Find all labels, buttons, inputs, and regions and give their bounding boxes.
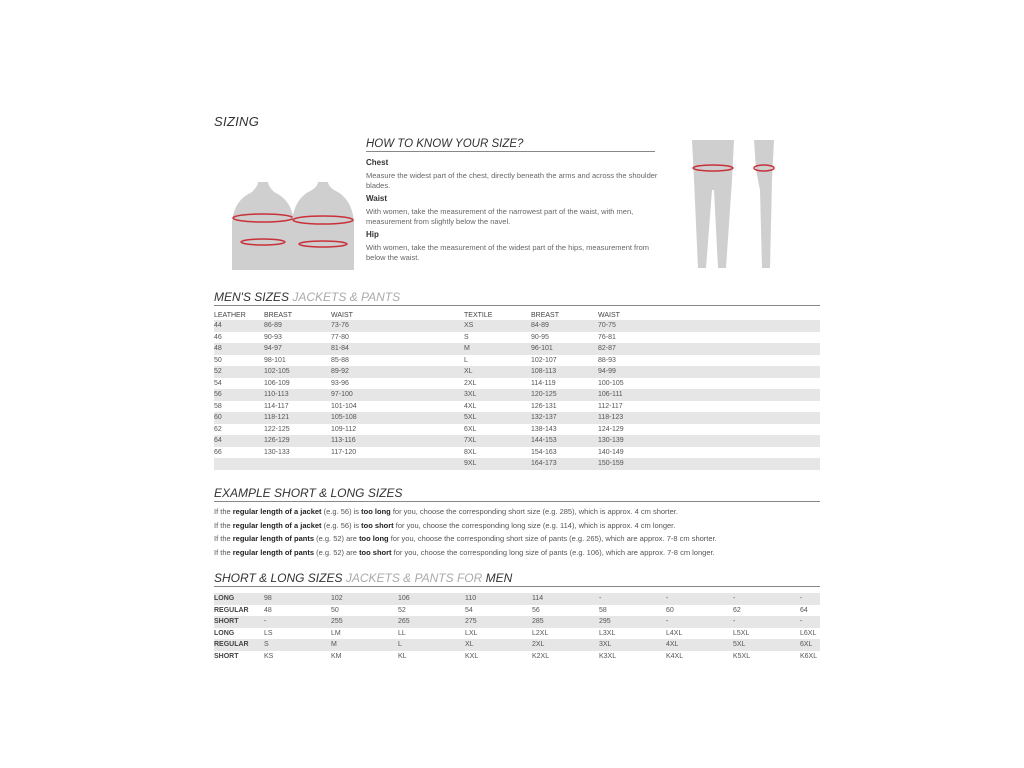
table-row bbox=[214, 355, 820, 367]
table-row bbox=[214, 447, 820, 459]
table-cell bbox=[214, 458, 264, 470]
table-row bbox=[214, 458, 820, 470]
table-cell: 76-81 bbox=[598, 333, 616, 341]
table-cell: S bbox=[264, 639, 331, 651]
table-cell: 2XL bbox=[532, 639, 599, 651]
table-row bbox=[214, 412, 820, 424]
table-cell: 54 bbox=[465, 606, 473, 614]
table-cell: 8XL bbox=[464, 448, 477, 456]
table-cell: 90-95 bbox=[531, 333, 549, 341]
table-cell: 93-96 bbox=[331, 379, 349, 387]
table-cell: 58 bbox=[214, 402, 222, 410]
how-to-title: HOW TO KNOW YOUR SIZE? bbox=[366, 138, 655, 152]
table-cell: 126-131 bbox=[531, 402, 557, 410]
table-cell: 120-125 bbox=[531, 389, 598, 401]
example-text: for you, choose the corresponding long size of pants (e.g. 106), which are approx. 7-8 cm longer. bbox=[391, 547, 715, 557]
table-cell: 2XL bbox=[464, 379, 477, 387]
table-cell: 48 bbox=[214, 343, 264, 355]
chest-label: Chest bbox=[366, 158, 389, 167]
table-row bbox=[214, 435, 820, 447]
table-cell: 84-89 bbox=[531, 320, 598, 332]
emphasis-text: regular length of pants bbox=[232, 547, 315, 557]
example-text: for you, choose the corresponding short size of pants (e.g. 265), which are approx. 7-8 cm shorter. bbox=[388, 534, 717, 543]
table-cell: 150-159 bbox=[598, 458, 820, 470]
table-cell: LXL bbox=[465, 629, 478, 637]
table-cell: 64 bbox=[800, 606, 808, 614]
leg-illustrations bbox=[686, 140, 781, 272]
table-cell: 60 bbox=[666, 606, 674, 614]
table-cell: K3XL bbox=[599, 652, 617, 660]
table-cell: 56 bbox=[532, 606, 540, 614]
table-cell: 56 bbox=[214, 389, 264, 401]
table-cell: L4XL bbox=[666, 629, 683, 637]
table-row bbox=[214, 605, 820, 617]
table-cell bbox=[264, 458, 331, 470]
waist-text: With women, take the measurement of the narrowest part of the waist, with men, measurement from slightly below the navel. bbox=[366, 207, 634, 226]
table-cell: 88-93 bbox=[598, 356, 616, 364]
table-cell: 5XL bbox=[733, 639, 800, 651]
table-cell: 154-163 bbox=[531, 448, 557, 456]
example-text: for you, choose the corresponding long size (e.g. 114), which is approx. 4 cm longer. bbox=[393, 520, 676, 530]
table-row bbox=[214, 389, 820, 401]
emphasis-text: regular length of a jacket bbox=[232, 507, 322, 516]
table-cell: 140-149 bbox=[598, 448, 624, 456]
table-cell bbox=[331, 458, 464, 470]
mens-header-row bbox=[214, 310, 820, 320]
table-cell: K4XL bbox=[666, 652, 684, 660]
table-cell: 109-112 bbox=[331, 425, 357, 433]
torso-illustrations bbox=[212, 182, 357, 272]
table-cell: 46 bbox=[214, 333, 222, 341]
table-cell: 124-129 bbox=[598, 425, 624, 433]
table-cell: 50 bbox=[214, 356, 222, 364]
table-cell: 106-111 bbox=[598, 389, 820, 401]
table-cell: 117-120 bbox=[331, 448, 357, 456]
chest-text: Measure the widest part of the chest, directly beneath the arms and across the shoulder blades. bbox=[366, 171, 658, 190]
table-row bbox=[214, 343, 820, 355]
table-cell: 113-116 bbox=[331, 435, 464, 447]
table-cell: 114 bbox=[532, 593, 599, 605]
table-cell: LM bbox=[331, 629, 341, 637]
table-cell: 62 bbox=[214, 425, 222, 433]
table-cell: 77-80 bbox=[331, 333, 349, 341]
table-cell: 54 bbox=[214, 379, 222, 387]
table-cell: 4XL bbox=[666, 639, 733, 651]
example-text: (e.g. 56) is bbox=[321, 507, 362, 516]
leather-header: LEATHER bbox=[214, 311, 246, 319]
emphasis-text: too long bbox=[359, 534, 389, 543]
table-cell: K6XL bbox=[800, 652, 818, 660]
table-cell: L6XL bbox=[800, 629, 817, 637]
table-cell: 6XL bbox=[800, 639, 820, 651]
row-label: REGULAR bbox=[214, 639, 264, 651]
table-cell: 98 bbox=[264, 593, 331, 605]
table-cell: 86-89 bbox=[264, 320, 331, 332]
mens-title-sub: JACKETS & PANTS bbox=[292, 290, 401, 304]
table-cell: KM bbox=[331, 652, 342, 660]
emphasis-text: too short bbox=[359, 547, 392, 557]
row-label: REGULAR bbox=[214, 606, 249, 614]
textile-header: TEXTILE bbox=[464, 311, 493, 319]
example-line bbox=[214, 521, 675, 530]
table-cell: 101-104 bbox=[331, 402, 357, 410]
row-label: SHORT bbox=[214, 616, 264, 628]
table-row bbox=[214, 332, 820, 344]
textile-breast-header: BREAST bbox=[531, 311, 560, 319]
example-text: (e.g. 52) are bbox=[314, 534, 360, 543]
table-cell: M bbox=[464, 343, 531, 355]
table-cell: 73-76 bbox=[331, 320, 464, 332]
hip-label: Hip bbox=[366, 230, 379, 239]
table-cell: 89-92 bbox=[331, 366, 464, 378]
row-label: LONG bbox=[214, 593, 264, 605]
table-cell: 285 bbox=[532, 616, 599, 628]
table-cell: M bbox=[331, 639, 398, 651]
table-cell: L2XL bbox=[532, 629, 549, 637]
table-cell: 90-93 bbox=[264, 333, 282, 341]
how-to-list bbox=[366, 158, 666, 262]
table-cell: 105-108 bbox=[331, 412, 464, 424]
table-cell: 114-117 bbox=[264, 402, 289, 410]
table-cell: 110 bbox=[465, 593, 532, 605]
table-cell: 255 bbox=[331, 616, 398, 628]
table-cell: 4XL bbox=[464, 402, 477, 410]
page-title: SIZING bbox=[214, 114, 260, 129]
table-cell: 48 bbox=[264, 606, 272, 614]
table-row bbox=[214, 378, 820, 390]
table-row bbox=[214, 628, 820, 640]
table-cell: 70-75 bbox=[598, 320, 820, 332]
short-long-title-sub: JACKETS & PANTS FOR bbox=[345, 571, 483, 585]
table-cell: - bbox=[733, 616, 800, 628]
table-cell: KL bbox=[398, 652, 407, 660]
table-cell: 97-100 bbox=[331, 389, 464, 401]
table-cell: S bbox=[464, 333, 469, 341]
side-legs-figure bbox=[754, 140, 774, 268]
table-cell: K5XL bbox=[733, 652, 751, 660]
table-cell: 82-87 bbox=[598, 343, 820, 355]
table-cell: 7XL bbox=[464, 435, 531, 447]
mens-title-main: MEN'S SIZES bbox=[214, 290, 289, 304]
emphasis-text: too long bbox=[361, 507, 391, 516]
table-cell: K2XL bbox=[532, 652, 550, 660]
table-cell: 295 bbox=[599, 616, 666, 628]
short-long-table bbox=[214, 593, 820, 662]
table-cell: 106-109 bbox=[264, 379, 290, 387]
table-cell: XL bbox=[464, 366, 531, 378]
table-cell: 132-137 bbox=[531, 412, 598, 424]
table-row bbox=[214, 651, 820, 663]
table-cell: 62 bbox=[733, 606, 741, 614]
table-cell: L bbox=[398, 639, 465, 651]
table-cell: 81-84 bbox=[331, 343, 464, 355]
emphasis-text: regular length of a jacket bbox=[232, 520, 322, 530]
table-cell: 126-129 bbox=[264, 435, 331, 447]
mens-sizes-title bbox=[214, 290, 820, 306]
table-cell: - bbox=[733, 593, 800, 605]
example-title: EXAMPLE SHORT & LONG SIZES bbox=[214, 486, 820, 502]
table-cell: 58 bbox=[599, 606, 607, 614]
table-cell: 94-99 bbox=[598, 366, 820, 378]
example-text: (e.g. 52) are bbox=[314, 547, 360, 557]
table-cell: 44 bbox=[214, 320, 264, 332]
table-cell: 122-125 bbox=[264, 425, 290, 433]
example-text: If the bbox=[214, 534, 233, 543]
table-cell: 102-107 bbox=[531, 356, 557, 364]
table-cell: 118-123 bbox=[598, 412, 820, 424]
leather-breast-header: BREAST bbox=[264, 311, 293, 319]
table-row bbox=[214, 616, 820, 628]
hip-text: With women, take the measurement of the widest part of the hips, measurement from below the waist. bbox=[366, 243, 650, 262]
table-cell: 130-139 bbox=[598, 435, 820, 447]
table-cell: - bbox=[666, 593, 733, 605]
table-cell: 50 bbox=[331, 606, 339, 614]
male-torso-figure bbox=[232, 182, 294, 270]
example-line bbox=[214, 548, 715, 557]
table-row bbox=[214, 366, 820, 378]
table-cell: 144-153 bbox=[531, 435, 598, 447]
example-line bbox=[214, 507, 678, 516]
table-cell: 108-113 bbox=[531, 366, 598, 378]
example-text: If the bbox=[214, 547, 233, 557]
front-legs-figure bbox=[692, 140, 734, 268]
table-cell: 98-101 bbox=[264, 356, 286, 364]
table-cell: 106 bbox=[398, 593, 465, 605]
table-row bbox=[214, 593, 820, 605]
table-cell: - bbox=[264, 616, 331, 628]
table-cell: 100-105 bbox=[598, 379, 624, 387]
table-row bbox=[214, 320, 820, 332]
table-row bbox=[214, 424, 820, 436]
table-cell: 114-119 bbox=[531, 379, 556, 387]
table-cell: 3XL bbox=[464, 389, 531, 401]
table-cell: KXL bbox=[465, 652, 479, 660]
mens-sizes-table bbox=[214, 310, 820, 470]
example-line bbox=[214, 534, 717, 543]
emphasis-text: regular length of pants bbox=[232, 534, 315, 543]
table-cell: XL bbox=[465, 639, 532, 651]
table-cell: - bbox=[666, 616, 733, 628]
emphasis-text: too short bbox=[361, 520, 394, 530]
example-text: If the bbox=[214, 520, 233, 530]
row-label: LONG bbox=[214, 629, 235, 637]
table-cell: 112-117 bbox=[598, 402, 623, 410]
table-cell: LS bbox=[264, 629, 273, 637]
table-cell: 85-88 bbox=[331, 356, 349, 364]
female-torso-figure bbox=[292, 182, 354, 270]
table-cell: LL bbox=[398, 629, 406, 637]
table-cell: 3XL bbox=[599, 639, 666, 651]
textile-waist-header: WAIST bbox=[598, 311, 620, 319]
table-cell: 60 bbox=[214, 412, 264, 424]
table-cell: 275 bbox=[465, 616, 532, 628]
table-cell: 6XL bbox=[464, 425, 477, 433]
table-row bbox=[214, 639, 820, 651]
table-cell: - bbox=[800, 616, 820, 628]
leather-waist-header: WAIST bbox=[331, 311, 353, 319]
row-label: SHORT bbox=[214, 652, 239, 660]
table-cell: XS bbox=[464, 320, 531, 332]
table-cell: KS bbox=[264, 652, 274, 660]
table-cell: L bbox=[464, 356, 468, 364]
table-cell: 9XL bbox=[464, 458, 531, 470]
table-cell: 96-101 bbox=[531, 343, 598, 355]
short-long-title-end: MEN bbox=[485, 571, 513, 585]
table-cell: 94-97 bbox=[264, 343, 331, 355]
table-cell: 130-133 bbox=[264, 448, 290, 456]
table-cell: 265 bbox=[398, 616, 465, 628]
table-cell: 110-113 bbox=[264, 389, 331, 401]
table-cell: 164-173 bbox=[531, 458, 598, 470]
table-cell: 52 bbox=[398, 606, 406, 614]
table-cell: 5XL bbox=[464, 412, 531, 424]
example-text: for you, choose the corresponding short size (e.g. 285), which is approx. 4 cm shorter. bbox=[390, 507, 678, 516]
table-cell: - bbox=[599, 593, 666, 605]
table-cell: 102-105 bbox=[264, 366, 331, 378]
table-cell: L5XL bbox=[733, 629, 750, 637]
short-long-title bbox=[214, 571, 820, 587]
short-long-title-main: SHORT & LONG SIZES bbox=[214, 571, 343, 585]
table-cell: - bbox=[800, 593, 820, 605]
table-cell: 102 bbox=[331, 593, 398, 605]
table-cell: 66 bbox=[214, 448, 222, 456]
waist-label: Waist bbox=[366, 194, 388, 203]
table-cell: 138-143 bbox=[531, 425, 557, 433]
table-row bbox=[214, 401, 820, 413]
table-cell: 64 bbox=[214, 435, 264, 447]
table-cell: 52 bbox=[214, 366, 264, 378]
table-cell: 118-121 bbox=[264, 412, 331, 424]
example-text: (e.g. 56) is bbox=[321, 520, 362, 530]
example-text: If the bbox=[214, 507, 233, 516]
table-cell: L3XL bbox=[599, 629, 616, 637]
